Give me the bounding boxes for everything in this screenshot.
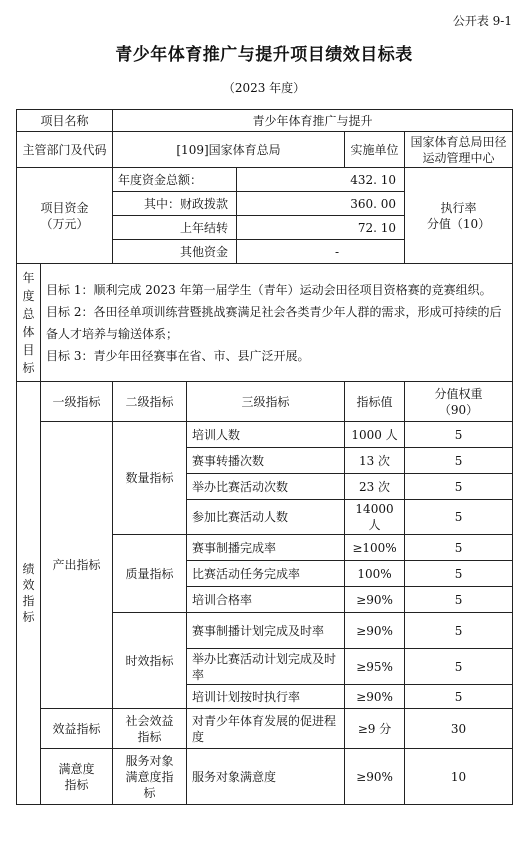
quantity-label: 数量指标 xyxy=(113,422,187,535)
indicator-name: 赛事制播计划完成及时率 xyxy=(187,613,345,649)
indicator-value: ≥100% xyxy=(345,535,405,561)
indicator-name: 赛事转播次数 xyxy=(187,448,345,474)
indicator-value: ≥90% xyxy=(345,749,405,805)
department-value: [109]国家体育总局 xyxy=(113,132,345,168)
performance-label: 绩 效 指 标 xyxy=(17,382,41,805)
funds-item-value: - xyxy=(237,240,405,264)
funds-item-value: 432. 10 xyxy=(237,168,405,192)
table-row xyxy=(17,709,513,749)
indicator-name: 举办比赛活动计划完成及时率 xyxy=(187,649,345,685)
indicator-name: 举办比赛活动次数 xyxy=(187,474,345,500)
social-benefit-label: 社会效益 指标 xyxy=(113,709,187,749)
indicator-name: 培训计划按时执行率 xyxy=(187,685,345,709)
project-name-value: 青少年体育推广与提升 xyxy=(113,110,513,132)
benefit-label: 效益指标 xyxy=(41,709,113,749)
indicator-weight: 5 xyxy=(405,613,513,649)
indicator-weight: 5 xyxy=(405,561,513,587)
page-title: 青少年体育推广与提升项目绩效目标表 xyxy=(115,45,413,65)
header-level1: 一级指标 xyxy=(41,382,113,422)
indicator-name: 服务对象满意度 xyxy=(187,749,345,805)
indicator-name: 比赛活动任务完成率 xyxy=(187,561,345,587)
indicator-weight: 30 xyxy=(405,709,513,749)
funds-item-label: 其中：财政拨款 xyxy=(113,192,237,216)
funds-item-value: 360. 00 xyxy=(237,192,405,216)
header-value: 指标值 xyxy=(345,382,405,422)
indicator-value: 1000 人 xyxy=(345,422,405,448)
indicator-name: 赛事制播完成率 xyxy=(187,535,345,561)
indicator-weight: 5 xyxy=(405,422,513,448)
indicator-weight: 5 xyxy=(405,448,513,474)
indicator-weight: 5 xyxy=(405,649,513,685)
goal-item: 目标 2：各田径单项训练营暨挑战赛满足社会各类青少年人群的需求，形成可持续的后备人才培养与输送体系； xyxy=(46,304,502,341)
indicator-weight: 5 xyxy=(405,535,513,561)
funds-item-label: 上年结转 xyxy=(113,216,237,240)
funds-item-label: 其他资金 xyxy=(113,240,237,264)
indicator-value: ≥90% xyxy=(345,587,405,613)
execution-rate-label: 执行率 分值（10） xyxy=(405,168,513,264)
implementer-label: 实施单位 xyxy=(345,132,405,168)
goals-label: 年 度 总 体 目 标 xyxy=(17,264,41,382)
header-weight: 分值权重 （90） xyxy=(405,382,513,422)
indicator-value: 14000 人 xyxy=(345,500,405,535)
year-label: （2023 年度） xyxy=(222,81,306,95)
timeliness-label: 时效指标 xyxy=(113,613,187,709)
output-label: 产出指标 xyxy=(41,422,113,709)
performance-target-table xyxy=(16,109,513,805)
header-level2: 二级指标 xyxy=(113,382,187,422)
indicator-value: 23 次 xyxy=(345,474,405,500)
department-row xyxy=(17,132,513,168)
document-code: 公开表 9-1 xyxy=(452,14,512,28)
goal-item: 目标 3：青少年田径赛事在省、市、县广泛开展。 xyxy=(46,348,310,363)
funds-row-total xyxy=(17,168,513,192)
service-satisfaction-label: 服务对象 满意度指 标 xyxy=(113,749,187,805)
funds-item-value: 72. 10 xyxy=(237,216,405,240)
indicator-name: 对青少年体育发展的促进程度 xyxy=(187,709,345,749)
indicator-name: 培训合格率 xyxy=(187,587,345,613)
satisfaction-label: 满意度 指标 xyxy=(41,749,113,805)
department-label: 主管部门及代码 xyxy=(17,132,113,168)
indicator-value: ≥90% xyxy=(345,613,405,649)
goals-row xyxy=(17,264,513,382)
goal-item: 目标 1：顺利完成 2023 年第一届学生（青年）运动会田径项目资格赛的竞赛组织。 xyxy=(46,282,492,297)
indicator-weight: 5 xyxy=(405,474,513,500)
project-name-label: 项目名称 xyxy=(17,110,113,132)
indicator-value: 13 次 xyxy=(345,448,405,474)
indicator-weight: 5 xyxy=(405,685,513,709)
indicator-name: 培训人数 xyxy=(187,422,345,448)
indicator-name: 参加比赛活动人数 xyxy=(187,500,345,535)
indicator-weight: 5 xyxy=(405,587,513,613)
funds-label: 项目资金 （万元） xyxy=(17,168,113,264)
quality-label: 质量指标 xyxy=(113,535,187,613)
indicator-value: ≥95% xyxy=(345,649,405,685)
indicator-weight: 5 xyxy=(405,500,513,535)
indicator-value: ≥90% xyxy=(345,685,405,709)
table-row xyxy=(17,422,513,448)
indicator-weight: 10 xyxy=(405,749,513,805)
project-name-row xyxy=(17,110,513,132)
indicator-header-row xyxy=(17,382,513,422)
goals-content xyxy=(41,264,513,382)
implementer-value: 国家体育总局田径运动管理中心 xyxy=(405,132,513,168)
table-row xyxy=(17,749,513,805)
indicator-value: 100% xyxy=(345,561,405,587)
funds-item-label: 年度资金总额： xyxy=(113,168,237,192)
indicator-value: ≥9 分 xyxy=(345,709,405,749)
header-level3: 三级指标 xyxy=(187,382,345,422)
